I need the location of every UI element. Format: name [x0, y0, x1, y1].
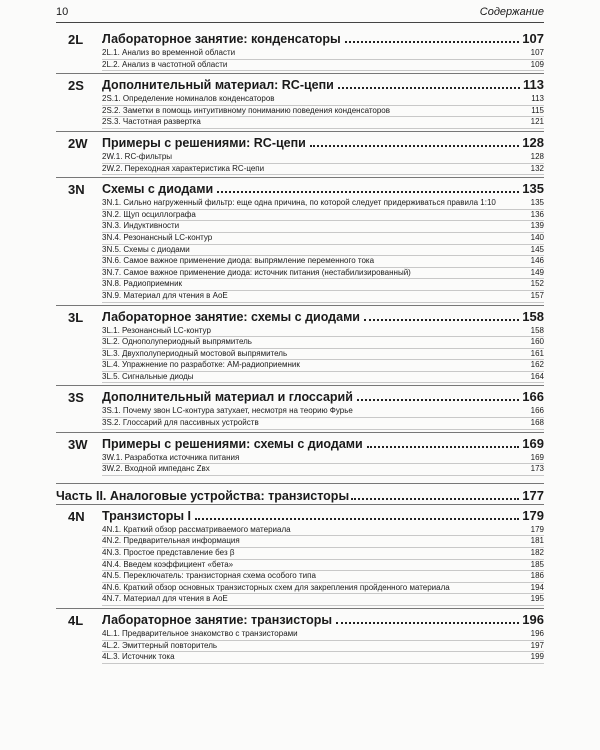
toc-entry[interactable] — [102, 233, 544, 245]
entry-title: 3N.4. Резонансный LC-контур — [102, 232, 213, 242]
entry-title: 4N.5. Переключатель: транзисторная схема особого типа — [102, 571, 316, 581]
toc-entry[interactable] — [102, 594, 544, 606]
toc-chapter — [56, 73, 544, 131]
section-list — [102, 406, 544, 429]
toc-chapter — [56, 28, 544, 73]
entry-page: 136 — [530, 209, 544, 219]
entry-title: 3N.6. Самое важное применение диода: выпрямление переменного тока — [102, 256, 375, 266]
entry-title: 2S.3. Частотная развертка — [102, 117, 201, 127]
chapter-title: Схемы с диодами — [102, 182, 214, 197]
toc-chapter — [56, 432, 544, 478]
leader-dots — [217, 191, 519, 193]
chapter-heading[interactable] — [102, 389, 544, 405]
entry-title: 3N.8. Радиоприемник — [102, 279, 183, 289]
entry-page: 185 — [530, 559, 544, 569]
part-title: Часть II. Аналоговые устройства: транзисторы — [56, 488, 350, 503]
section-list — [102, 326, 544, 384]
entry-title: 3L.1. Резонансный LC-контур — [102, 325, 211, 335]
entry-page: 107 — [530, 48, 544, 57]
chapter-heading[interactable] — [102, 612, 544, 628]
chapter-title: Примеры с решениями: схемы с диодами — [102, 436, 363, 451]
chapter-code: 3N — [68, 182, 85, 198]
leader-dots — [364, 319, 519, 321]
toc-chapter — [56, 177, 544, 304]
entry-title: 4L.1. Предварительное знакомство с транзисторами — [102, 629, 298, 638]
chapter-heading[interactable] — [102, 31, 544, 47]
toc-chapter — [56, 385, 544, 431]
chapter-title: Примеры с решениями: RC-цепи — [102, 135, 306, 150]
entry-title: 3S.1. Почему звон LC-контура затухает, несмотря на теорию Фурье — [102, 406, 353, 416]
leader-dots — [357, 399, 519, 401]
entry-title: 3L.2. Однополупериодный выпрямитель — [102, 337, 252, 347]
chapter-title: Транзисторы I — [102, 508, 191, 523]
chapter-heading[interactable] — [102, 135, 544, 151]
entry-page: 181 — [530, 536, 544, 546]
toc-entry[interactable] — [102, 360, 544, 372]
toc-entry[interactable] — [102, 349, 544, 361]
entry-page: 157 — [530, 290, 544, 300]
entry-title: 3N.3. Индуктивности — [102, 221, 180, 231]
entry-page: 113 — [531, 94, 544, 104]
chapter-code: 2S — [68, 78, 84, 94]
chapter-code: 2L — [68, 32, 84, 47]
chapter-code: 4L — [68, 613, 84, 628]
running-title: Содержание — [479, 6, 544, 18]
toc-entry[interactable] — [102, 548, 544, 560]
part-heading[interactable] — [56, 483, 544, 504]
chapter-page: 107 — [522, 31, 544, 46]
toc-entry[interactable] — [102, 583, 544, 595]
chapter-page: 135 — [522, 181, 544, 197]
toc-entry[interactable] — [102, 560, 544, 572]
section-list — [102, 152, 544, 175]
entry-page: 166 — [530, 406, 544, 416]
leader-dots — [338, 87, 520, 89]
chapter-code: 3S — [68, 390, 84, 406]
chapter-code: 3L — [68, 309, 84, 325]
entry-page: 182 — [530, 548, 544, 558]
toc-entry[interactable] — [102, 221, 544, 233]
entry-page: 121 — [530, 117, 544, 127]
leader-dots — [345, 41, 520, 43]
entry-title: 4L.2. Эмиттерный повторитель — [102, 640, 218, 650]
leader-dots — [351, 498, 519, 500]
entry-title: 3L.4. Упражнение по разработке: АМ-радиоприемник — [102, 360, 300, 370]
entry-title: 2L.1. Анализ во временной области — [102, 48, 236, 57]
chapter-title: Дополнительный материал и глоссарий — [102, 390, 353, 405]
entry-title: 2S.2. Заметки в помощь интуитивному пониманию поведения конденсаторов — [102, 105, 391, 115]
entry-page: 164 — [530, 371, 544, 381]
chapter-heading[interactable] — [102, 309, 544, 325]
chapter-page: 128 — [522, 134, 544, 150]
toc-entry[interactable] — [102, 106, 544, 118]
entry-title: 2W.1. RC-фильтры — [102, 151, 173, 161]
chapter-page: 179 — [522, 507, 544, 523]
toc-entry[interactable] — [102, 245, 544, 257]
leader-dots — [310, 145, 519, 147]
leader-dots — [336, 622, 519, 624]
toc-chapter — [56, 305, 544, 386]
toc-entry[interactable] — [102, 525, 544, 537]
toc-entry[interactable] — [102, 326, 544, 338]
toc-entry[interactable] — [102, 291, 544, 303]
toc-chapter — [56, 131, 544, 177]
entry-title: 3S.2. Глоссарий для пассивных устройств — [102, 418, 259, 428]
chapter-title: Лабораторное занятие: конденсаторы — [102, 32, 341, 46]
entry-title: 2W.2. Переходная характеристика RC-цепи — [102, 163, 265, 173]
section-list — [102, 198, 544, 302]
entry-title: 4N.2. Предварительная информация — [102, 536, 240, 546]
page-header — [56, 6, 544, 23]
page-number: 10 — [56, 6, 69, 18]
chapter-page: 113 — [523, 77, 544, 93]
entry-page: 145 — [530, 244, 544, 254]
toc-entry[interactable] — [102, 418, 544, 430]
toc-entry[interactable] — [102, 198, 544, 210]
toc-entry[interactable] — [102, 279, 544, 291]
toc-entry[interactable] — [102, 629, 544, 641]
entry-page: 135 — [530, 198, 544, 208]
entry-page: 152 — [530, 279, 544, 289]
entry-page: 168 — [530, 418, 544, 428]
leader-dots — [367, 446, 520, 448]
entry-page: 194 — [530, 582, 544, 592]
entry-title: 4L.3. Источник тока — [102, 652, 175, 662]
toc-chapter — [56, 504, 544, 608]
entry-title: 3N.9. Материал для чтения в AoE — [102, 290, 228, 300]
entry-title: 3N.2. Щуп осциллографа — [102, 209, 196, 219]
toc-entry[interactable] — [102, 152, 544, 164]
entry-title: 4N.6. Краткий обзор основных транзисторных схем для закрепления пройденного материала — [102, 582, 450, 592]
chapter-code: 3W — [68, 436, 88, 452]
chapter-title: Лабораторное занятие: транзисторы — [102, 613, 333, 627]
entry-title: 3N.1. Сильно нагруженный фильтр: еще одна причина, по которой следует придерживаться правила 1:10 — [102, 198, 496, 208]
toc-entry[interactable] — [102, 641, 544, 653]
chapter-heading[interactable] — [102, 181, 544, 197]
entry-page: 196 — [530, 629, 544, 638]
entry-page: 128 — [530, 151, 544, 161]
chapter-title: Лабораторное занятие: схемы с диодами — [102, 309, 360, 324]
entry-page: 140 — [530, 232, 544, 242]
entry-page: 199 — [530, 652, 544, 662]
chapter-page: 166 — [522, 389, 544, 405]
entry-page: 197 — [530, 640, 544, 650]
chapter-title: Дополнительный материал: RC-цепи — [102, 78, 334, 93]
section-list — [102, 48, 544, 71]
entry-page: 115 — [531, 105, 544, 115]
entry-title: 3L.3. Двухполупериодный мостовой выпрямитель — [102, 348, 288, 358]
entry-page: 132 — [530, 163, 544, 173]
entry-title: 2L.2. Анализ в частотной области — [102, 59, 228, 69]
toc-chapter — [56, 608, 544, 666]
toc-entry[interactable] — [102, 48, 544, 60]
entry-page: 139 — [530, 221, 544, 231]
entry-page: 195 — [530, 594, 544, 604]
toc-entry[interactable] — [102, 164, 544, 176]
entry-page: 169 — [530, 452, 544, 462]
entry-title: 3N.5. Схемы с диодами — [102, 244, 190, 254]
table-of-contents — [56, 28, 544, 666]
toc-entry[interactable] — [102, 268, 544, 280]
chapter-code: 4N — [68, 508, 85, 524]
toc-entry[interactable] — [102, 60, 544, 72]
chapter-heading[interactable] — [102, 508, 544, 524]
toc-entry[interactable] — [102, 536, 544, 548]
entry-title: 3W.2. Входной импеданс Zвх — [102, 464, 210, 474]
part-page: 177 — [522, 487, 544, 503]
chapter-code: 2W — [68, 135, 88, 151]
entry-title: 3N.7. Самое важное применение диода: источник питания (нестабилизированный) — [102, 267, 411, 277]
entry-title: 4N.7. Материал для чтения в AoE — [102, 594, 228, 604]
entry-page: 186 — [530, 571, 544, 581]
toc-entry[interactable] — [102, 453, 544, 465]
toc-entry[interactable] — [102, 406, 544, 418]
section-list — [102, 453, 544, 476]
chapter-heading[interactable] — [102, 436, 544, 452]
chapter-page: 169 — [522, 435, 544, 451]
entry-page: 173 — [530, 464, 544, 474]
chapter-heading[interactable] — [102, 77, 544, 93]
toc-entry[interactable] — [102, 117, 544, 129]
toc-entry[interactable] — [102, 337, 544, 349]
entry-page: 149 — [530, 267, 544, 277]
toc-entry[interactable] — [102, 256, 544, 268]
chapter-page: 158 — [522, 308, 544, 324]
entry-title: 3L.5. Сигнальные диоды — [102, 371, 194, 381]
toc-entry[interactable] — [102, 652, 544, 664]
entry-page: 146 — [530, 256, 544, 266]
entry-title: 4N.4. Введем коэффициент «бета» — [102, 559, 234, 569]
entry-page: 162 — [530, 360, 544, 370]
section-list — [102, 94, 544, 129]
entry-page: 158 — [530, 325, 544, 335]
section-list — [102, 629, 544, 664]
entry-page: 161 — [530, 348, 544, 358]
leader-dots — [195, 518, 519, 520]
entry-title: 2S.1. Определение номиналов конденсаторов — [102, 94, 275, 104]
entry-page: 109 — [530, 59, 544, 69]
entry-title: 4N.1. Краткий обзор рассматриваемого материала — [102, 524, 291, 534]
entry-title: 3W.1. Разработка источника питания — [102, 452, 240, 462]
toc-entry[interactable] — [102, 372, 544, 384]
toc-entry[interactable] — [102, 464, 544, 476]
section-list — [102, 525, 544, 606]
toc-entry[interactable] — [102, 210, 544, 222]
chapter-page: 196 — [522, 612, 544, 627]
toc-entry[interactable] — [102, 571, 544, 583]
entry-page: 179 — [530, 524, 544, 534]
entry-title: 4N.3. Простое представление без β — [102, 548, 235, 558]
entry-page: 160 — [530, 337, 544, 347]
toc-entry[interactable] — [102, 94, 544, 106]
